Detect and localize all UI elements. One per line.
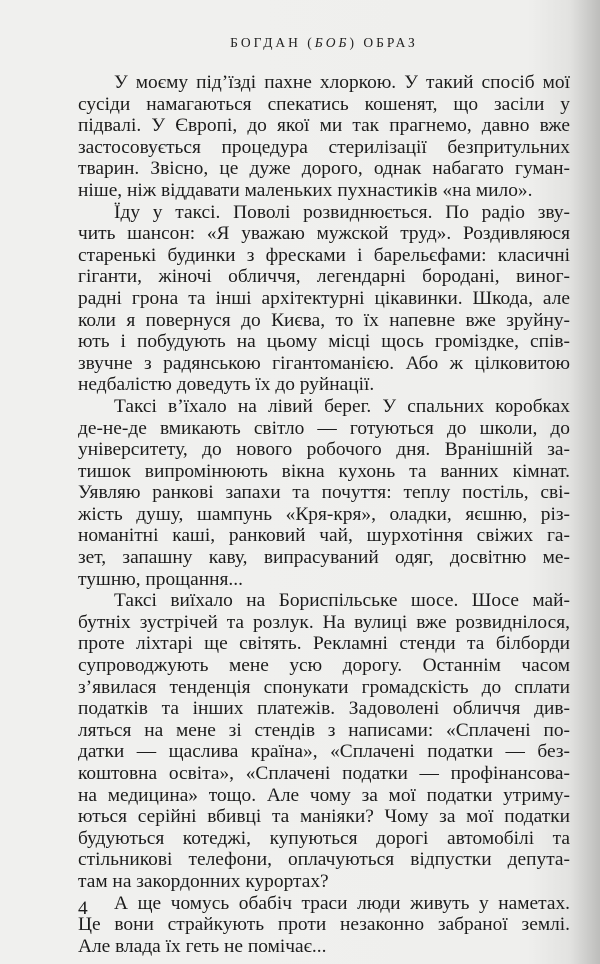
body-text	[78, 72, 570, 957]
text-line: Таксі виїхало на Бориспільське шосе. Шосе май-	[114, 590, 570, 612]
text-line: підвалі. У Європі, до якої ми так прагнемо, давно вже	[78, 115, 570, 137]
text-line: сусіди намагаються спекатись кошенят, що засіли у	[78, 93, 570, 115]
text-line: Їду у таксі. Поволі розвиднюється. По радіо зву-	[114, 201, 570, 223]
text-line: тишок випромінюють вікна кухонь та ванних кімнат.	[78, 460, 570, 482]
text-line: ляться на мене зі стендів з написами: «Сплачені по-	[78, 719, 570, 741]
text-line: чить шансон: «Я уважаю мужской труд». Роздивляюся	[78, 223, 570, 245]
paragraph	[78, 202, 570, 396]
header-surname: ) ОБРАЗ	[349, 35, 418, 50]
running-header	[78, 35, 570, 51]
paragraph	[78, 72, 570, 202]
text-line: ніше, ніж віддавати маленьких пухнастиків «на мило».	[78, 179, 533, 201]
text-line: коштовна освіта», «Сплачені податки — профінансова-	[78, 763, 570, 784]
text-line: коли я повернуся до Києва, то їх напевне вже зруйну-	[78, 309, 570, 331]
text-line: там на закордонних курортах?	[78, 870, 329, 892]
text-line: гіганти, жіночі обличчя, легендарні бородані, виног-	[78, 266, 570, 288]
text-line: недбалістю доведуть їх до руйнації.	[78, 374, 375, 396]
text-line: університету, до нового робочого дня. Вранішній за-	[78, 439, 570, 461]
text-line: з’явилася тенденція спонукати громадскість до сплати	[78, 676, 570, 698]
text-line: жість душу, шампунь «Кря-кря», оладки, яєшню, різ-	[78, 503, 570, 525]
text-line: на медицина» тощо. Але чому за мої податки утриму-	[78, 784, 570, 806]
header-author: БОГДАН (	[230, 35, 315, 50]
text-line: Але влада їх геть не помічає...	[78, 935, 327, 957]
page-number: 4	[78, 898, 88, 919]
text-line: проте ліхтарі ще світять. Рекламні стенди та білборди	[78, 633, 570, 655]
text-line: А ще чомусь обабіч траси люди живуть у наметах.	[114, 892, 570, 914]
text-line: тварин. Звісно, це дуже дорого, однак набагато гуман-	[78, 158, 570, 180]
text-line: У моєму під’їзді пахне хлоркою. У такий спосіб мої	[114, 72, 570, 93]
text-line: Таксі в’їхало на лівий берег. У спальних коробках	[114, 395, 570, 417]
header-nickname: БОБ	[314, 35, 350, 50]
text-line: старенькі будинки з фресками і барельєфами: класичні	[78, 244, 570, 266]
text-line: номанітні каші, ранковий чай, шурхотіння свіжих га-	[78, 525, 570, 547]
text-line: будуються котеджі, купуються дорогі автомобілі та	[78, 827, 570, 849]
text-line: радні грона та інші архітектурні цікавинки. Шкода, але	[78, 287, 570, 309]
text-line: Уявляю ранкові запахи та почуття: теплу постіль, сві-	[78, 482, 570, 504]
text-line: ють і побудують на цьому місці щось громіздке, спів-	[78, 331, 570, 353]
paragraph	[78, 396, 570, 590]
text-line: стільникові телефони, оплачуються відпустки депута-	[78, 849, 570, 871]
text-line: звучне з радянською гігантоманією. Або ж цілковитою	[78, 352, 570, 374]
text-line: бутніх зустрічей та розлук. На вулиці вже розвиднілося,	[78, 611, 570, 633]
paragraph	[78, 590, 570, 892]
paragraph	[78, 893, 570, 958]
text-line: супроводжують мене усю дорогу. Останнім часом	[78, 655, 570, 677]
text-line: де-не-де вмикають світло — готуються до школи, до	[78, 417, 570, 439]
text-line: зет, запашну каву, випрасуваний одяг, досвітню ме-	[78, 547, 570, 569]
text-line: тушню, прощання...	[78, 568, 243, 590]
text-line: податків та інших платежів. Задоволені обличчя див-	[78, 698, 570, 720]
text-line: ються серійні вбивці та маніяки? Чому за мої податки	[78, 806, 570, 828]
text-line: застосовується процедура стерилізації безпритульних	[78, 136, 570, 158]
text-line: датки — щаслива країна», «Сплачені податки — без-	[78, 741, 570, 763]
text-line: Це вони страйкують проти незаконно забраної землі.	[78, 914, 570, 936]
